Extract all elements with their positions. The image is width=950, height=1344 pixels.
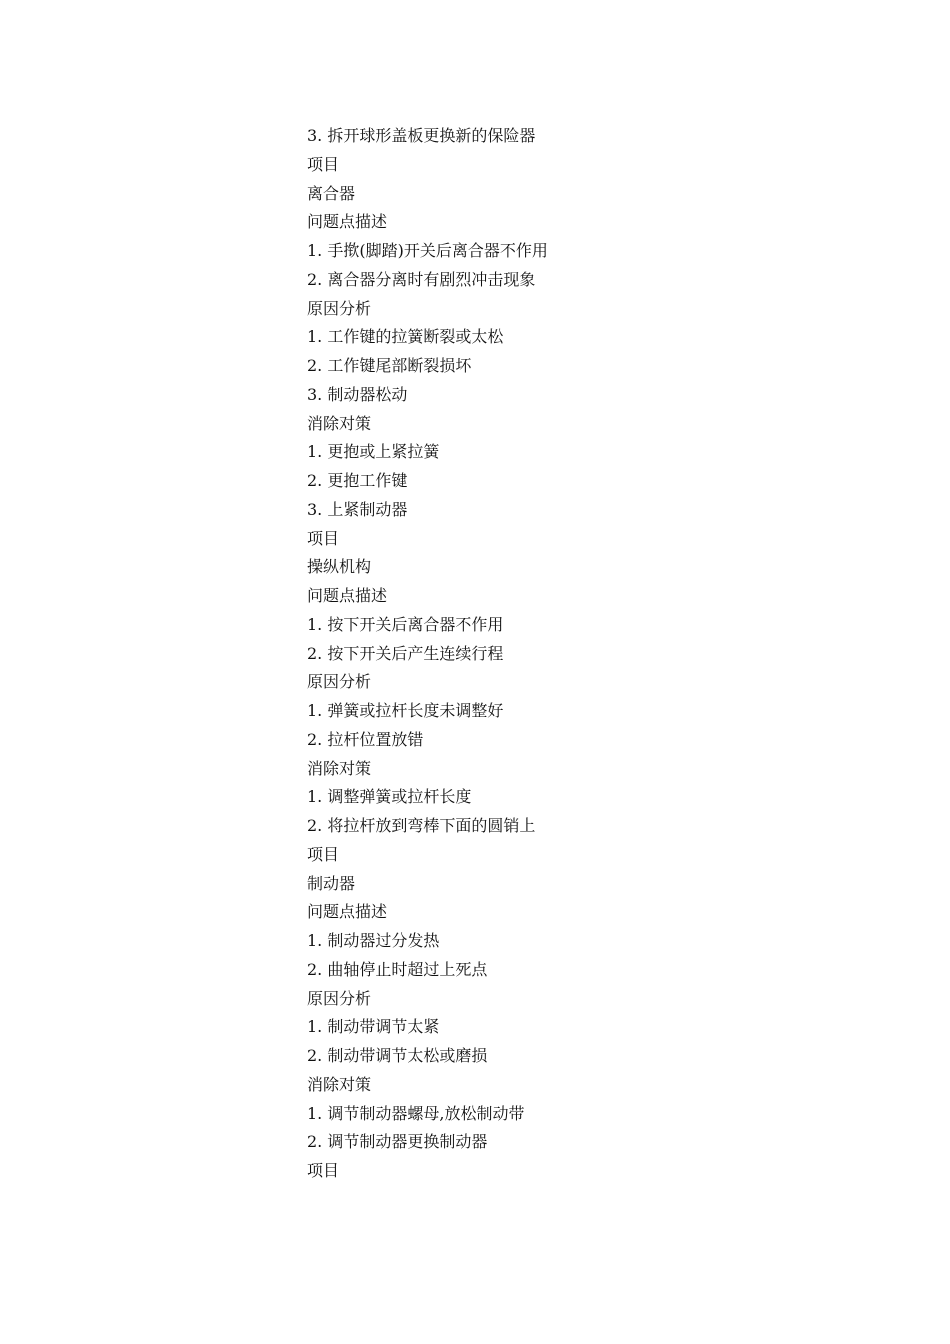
section-heading: 项目 [307,1161,340,1180]
text-line: 3. 制动器松动 [307,384,408,404]
section-heading: 原因分析 [307,988,372,1008]
document-body [307,122,867,1186]
text-line: 2. 更抱工作键 [307,471,408,490]
text-line: 2. 曲轴停止时超过上死点 [307,959,488,979]
section-heading: 消除对策 [307,1074,372,1094]
section-heading: 项目 [307,844,340,864]
text-line: 1. 制动器过分发热 [307,931,440,950]
text-line: 3. 拆开球形盖板更换新的保险器 [307,126,536,145]
item-name: 离合器 [307,183,356,203]
section-heading: 问题点描述 [307,902,388,922]
text-line: 1. 手揿(脚踏)开关后离合器不作用 [307,241,548,260]
item-name: 操纵机构 [307,557,372,577]
text-line: 1. 调整弹簧或拉杆长度 [307,787,472,807]
text-line: 1. 更抱或上紧拉簧 [307,442,440,462]
section-heading: 项目 [307,528,340,548]
text-line: 3. 上紧制动器 [307,499,408,519]
text-line: 2. 调节制动器更换制动器 [307,1132,488,1152]
text-line: 2. 将拉杆放到弯棒下面的圆销上 [307,816,536,835]
section-heading: 消除对策 [307,413,372,433]
text-line: 1. 弹簧或拉杆长度未调整好 [307,701,504,720]
section-heading: 问题点描述 [307,212,388,232]
section-heading: 问题点描述 [307,586,388,605]
text-line: 2. 按下开关后产生连续行程 [307,643,504,663]
text-line: 2. 制动带调节太松或磨损 [307,1046,488,1065]
text-line: 1. 制动带调节太紧 [307,1017,440,1037]
text-line: 1. 工作键的拉簧断裂或太松 [307,327,504,347]
text-line: 1. 按下开关后离合器不作用 [307,614,504,634]
section-heading: 项目 [307,154,340,174]
text-line: 2. 离合器分离时有剧烈冲击现象 [307,269,536,289]
text-line: 2. 工作键尾部断裂损坏 [307,356,472,375]
section-heading: 原因分析 [307,298,372,318]
text-line: 1. 调节制动器螺母,放松制动带 [307,1103,525,1123]
section-heading: 原因分析 [307,672,372,692]
item-name: 制动器 [307,873,356,893]
text-line: 2. 拉杆位置放错 [307,729,424,749]
section-heading: 消除对策 [307,758,372,778]
